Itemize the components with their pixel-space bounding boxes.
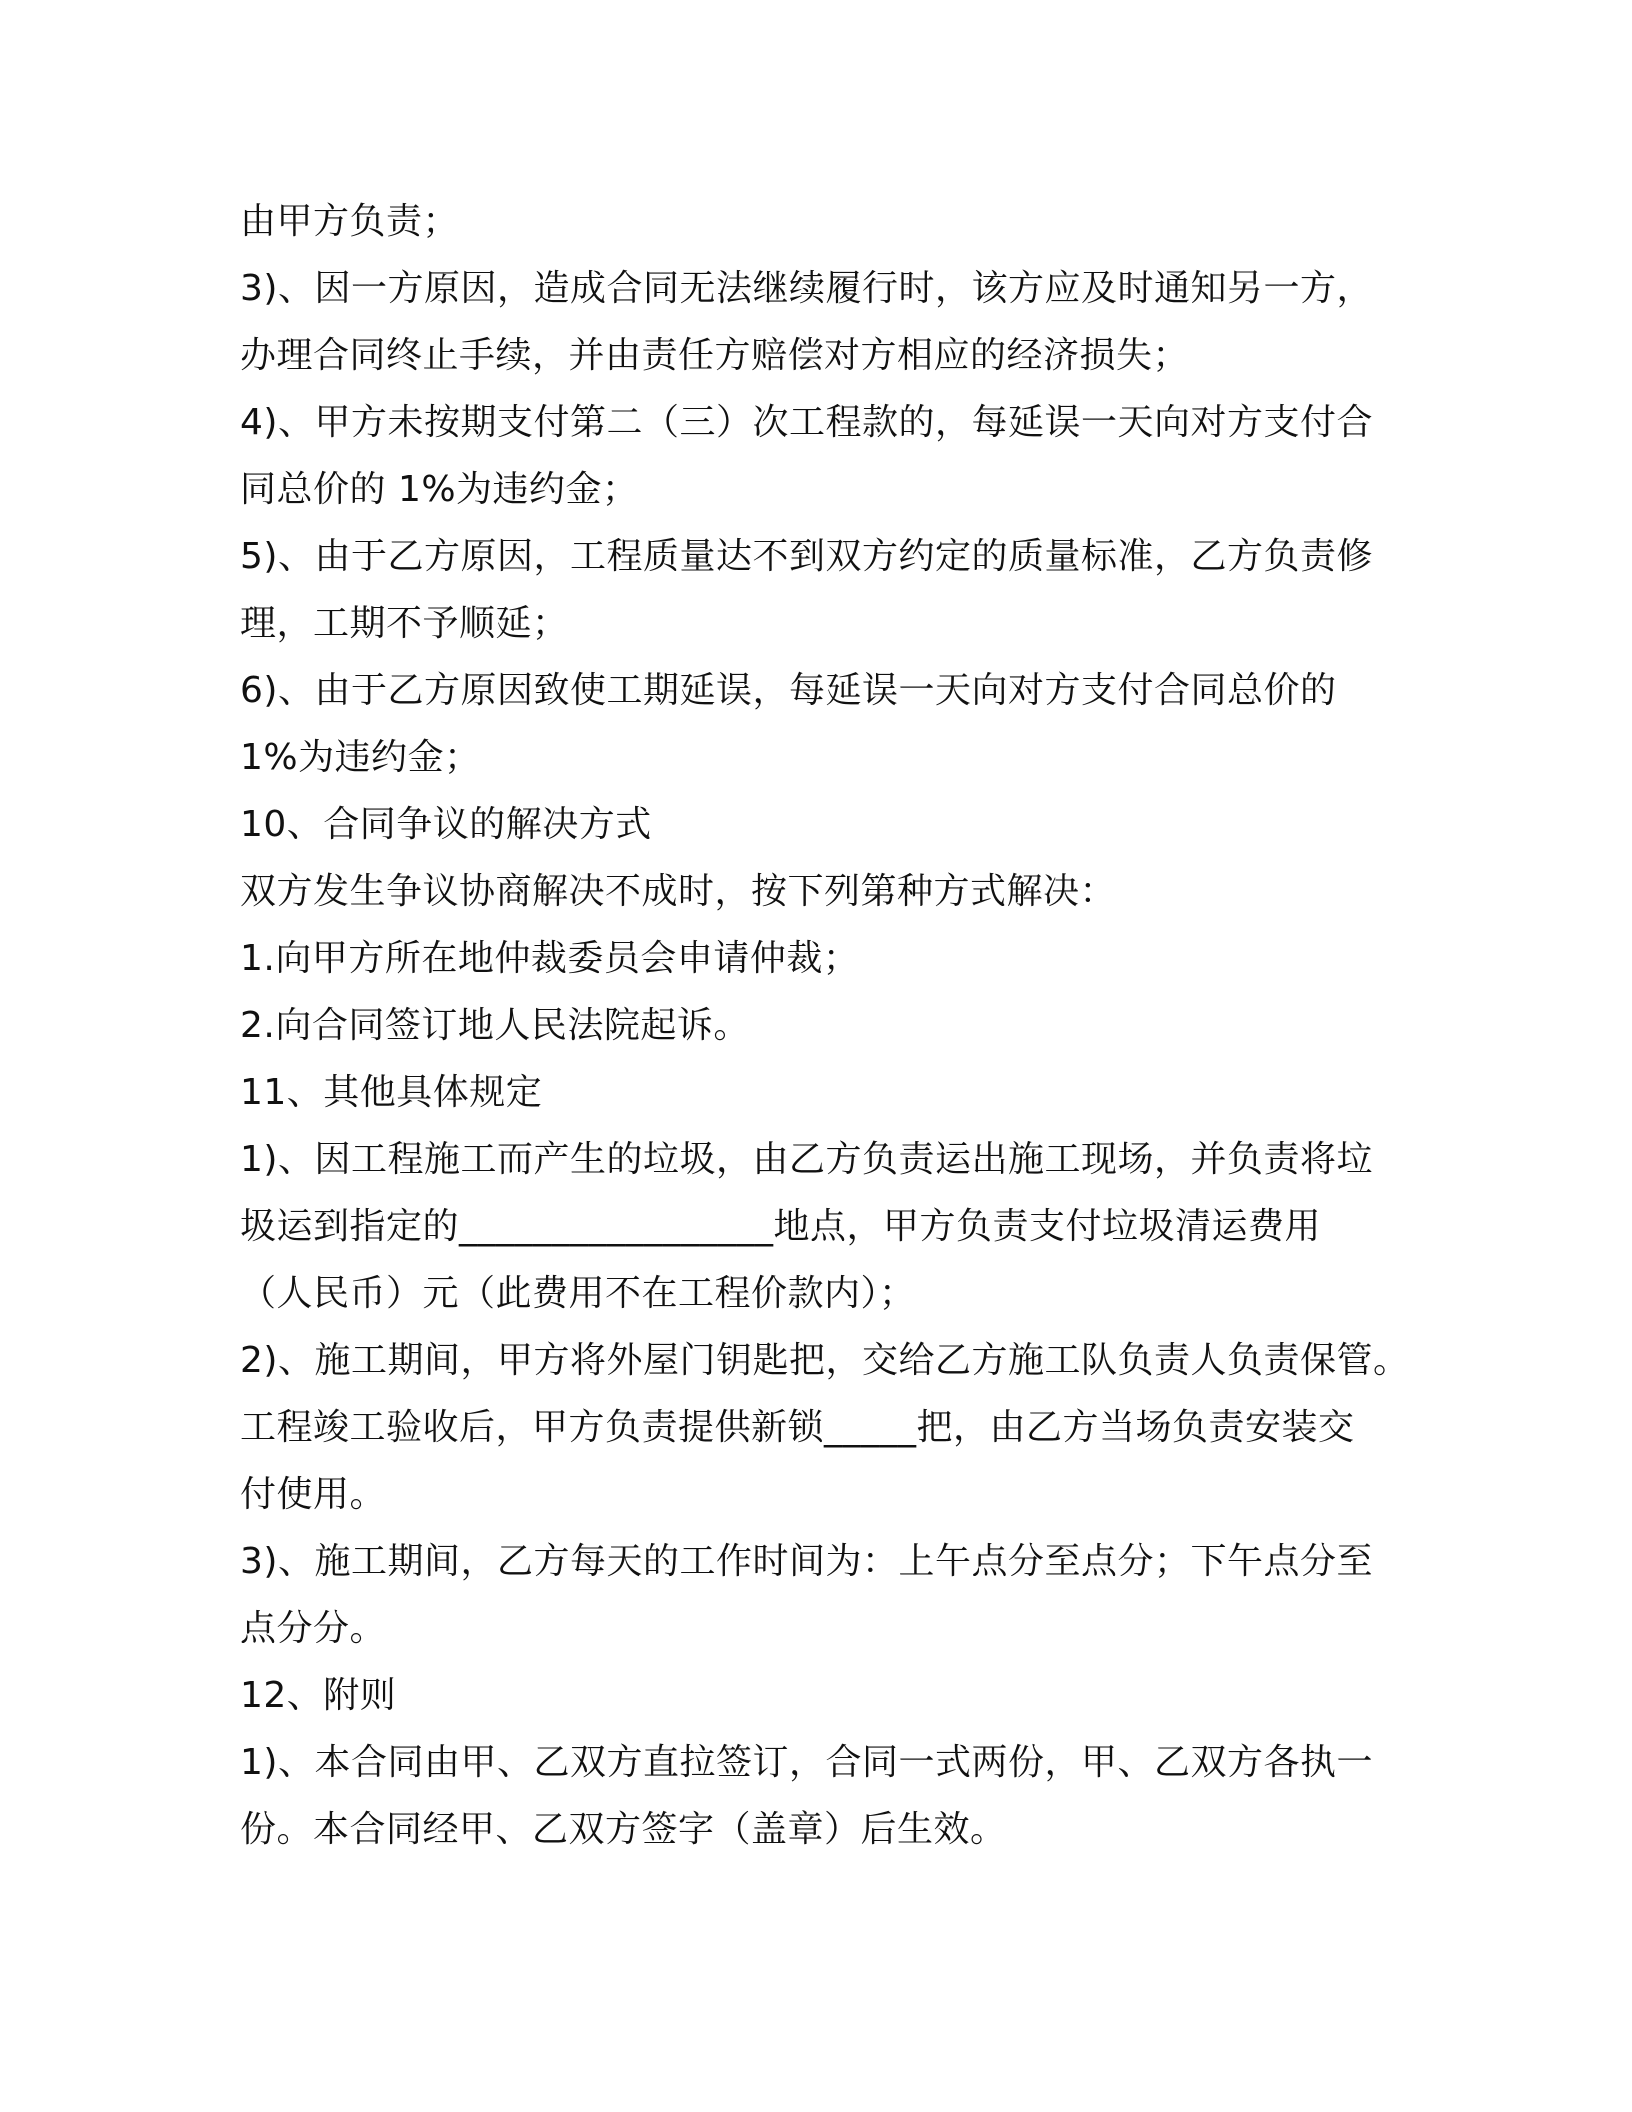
contract-text: [240, 188, 1410, 1863]
text-line: 1)、本合同由甲、乙双方直拉签订，合同一式两份，甲、乙双方各执一: [240, 1742, 1373, 1783]
text-line: 6)、由于乙方原因致使工期延误，每延误一天向对方支付合同总价的: [240, 670, 1337, 711]
text-line: 4)、甲方未按期支付第二（三）次工程款的，每延误一天向对方支付合: [240, 402, 1373, 443]
section-heading: 11、其他具体规定: [240, 1072, 543, 1113]
text-line: （人民币）元（此费用不在工程价款内）；: [240, 1273, 916, 1314]
text-line: 3)、施工期间，乙方每天的工作时间为：上午点分至点分；下午点分至: [240, 1541, 1373, 1582]
text-line: 由甲方负责；: [240, 201, 460, 242]
text-line: 1)、因工程施工而产生的垃圾，由乙方负责运出施工现场，并负责将垃: [240, 1139, 1373, 1180]
text-line: 3)、因一方原因，造成合同无法继续履行时，该方应及时通知另一方，: [240, 268, 1373, 309]
text-line: 点分分。: [240, 1608, 387, 1649]
section-heading: 12、附则: [240, 1675, 397, 1716]
text-line: 5)、由于乙方原因，工程质量达不到双方约定的质量标准，乙方负责修: [240, 536, 1373, 577]
text-line: 份。本合同经甲、乙双方签字（盖章）后生效。: [240, 1809, 1007, 1850]
text-line: 同总价的 1%为违约金；: [240, 469, 639, 510]
text-line: 办理合同终止手续，并由责任方赔偿对方相应的经济损失；: [240, 335, 1190, 376]
text-line: 工程竣工验收后，甲方负责提供新锁_____把，由乙方当场负责安装交: [240, 1407, 1355, 1448]
text-line: 2.向合同签订地人民法院起诉。: [240, 1005, 750, 1046]
text-line: 1.向甲方所在地仲裁委员会申请仲裁；: [240, 938, 860, 979]
text-line: 1%为违约金；: [240, 737, 481, 778]
section-heading: 10、合同争议的解决方式: [240, 804, 652, 845]
text-line: 付使用。: [240, 1474, 387, 1515]
text-line: 理，工期不予顺延；: [240, 603, 569, 644]
text-line: 圾运到指定的_________________地点，甲方负责支付垃圾清运费用: [240, 1206, 1322, 1247]
text-line: 2)、施工期间，甲方将外屋门钥匙把，交给乙方施工队负责人负责保管。: [240, 1340, 1410, 1381]
text-line: 双方发生争议协商解决不成时，按下列第种方式解决：: [240, 871, 1117, 912]
